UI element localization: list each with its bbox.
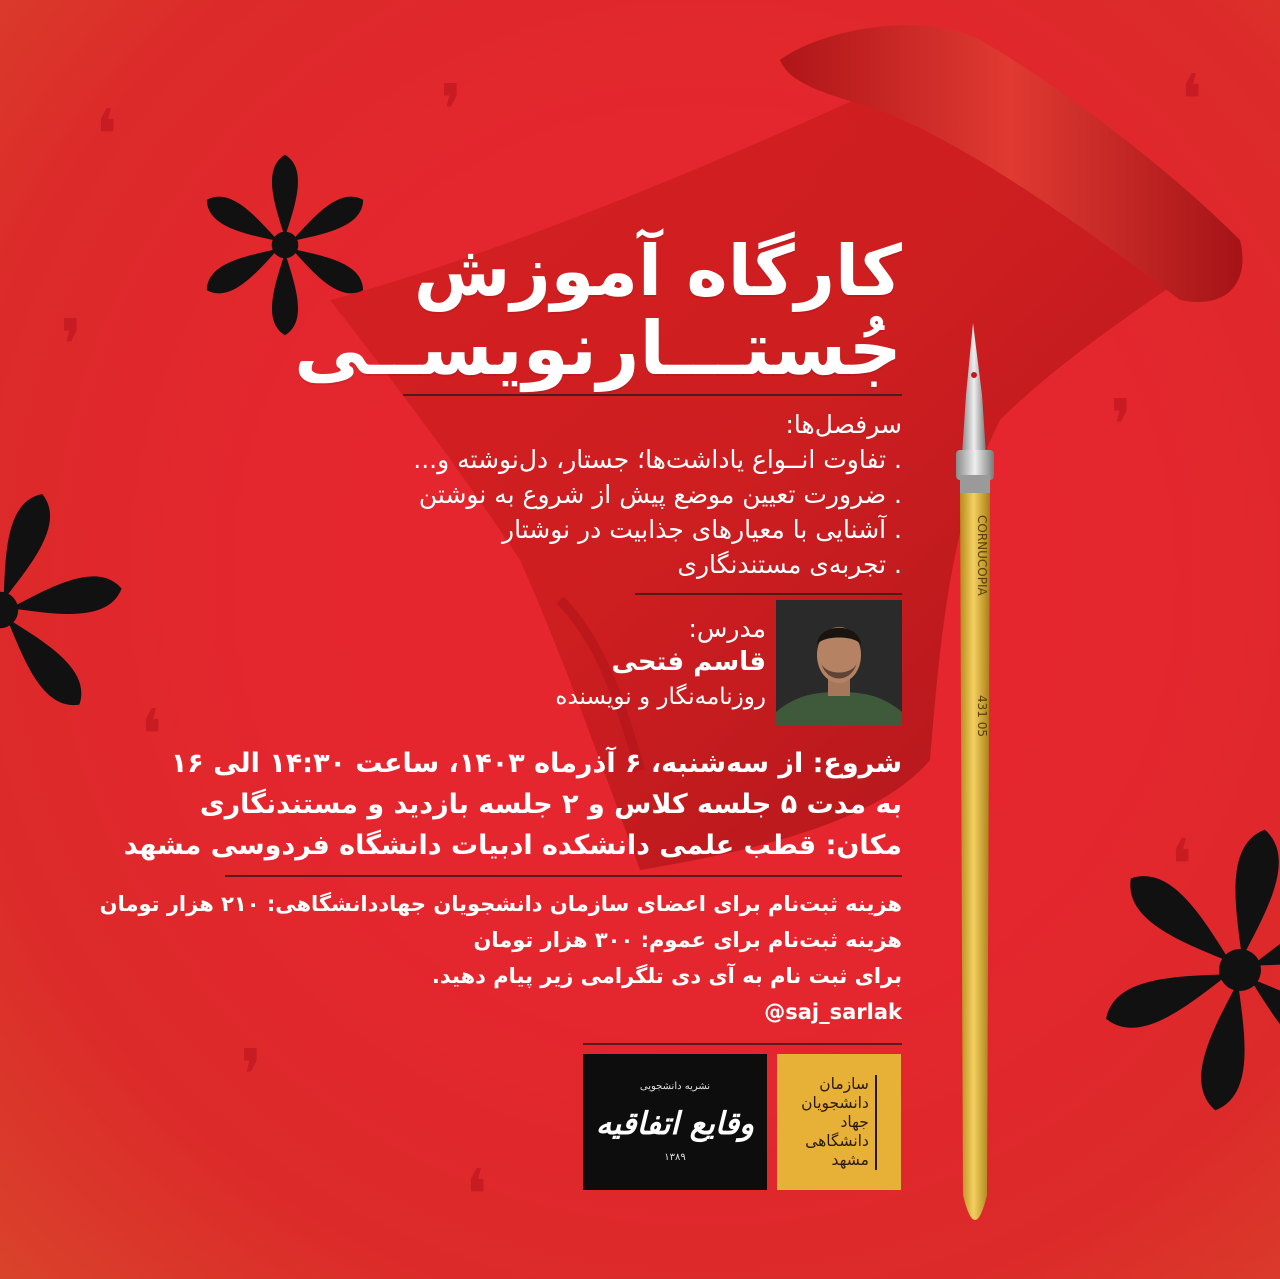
- instructor-name: قاسم فتحی: [611, 647, 766, 677]
- registration-instruction: برای ثبت نام به آی دی تلگرامی زیر پیام دهید.: [431, 964, 902, 988]
- schedule-location: مکان: قطب علمی دانشکده ادبیات دانشگاه فردوسی مشهد: [123, 830, 902, 861]
- org-line: مشهد: [831, 1150, 869, 1169]
- vaghaye-logo: [583, 1054, 767, 1190]
- topic-item: . تجربه‌ی مستندنگاری: [677, 550, 902, 579]
- topic-item: . تفاوت انــواع یاداشت‌ها؛ جستار، دل‌نوشته و...: [413, 445, 902, 474]
- fee-public: هزینه ثبت‌نام برای عموم: ۳۰۰ هزار تومان: [473, 928, 902, 952]
- title-line-1: کارگاه آموزش: [413, 230, 902, 312]
- red-quote-icon: ❛: [1170, 824, 1193, 906]
- red-quote-icon: ❜: [60, 304, 83, 386]
- registration-section: [100, 886, 902, 1030]
- topic-item: . ضرورت تعیین موضع پیش از شروع به نوشتن: [418, 480, 902, 509]
- schedule-duration: به مدت ۵ جلسه کلاس و ۲ جلسه بازدید و مستندنگاری: [199, 789, 902, 820]
- red-quote-icon: ❛: [95, 94, 118, 176]
- instructor-label: مدرس:: [688, 614, 766, 643]
- org-line: سازمان: [819, 1074, 869, 1093]
- org-line: جهاد: [840, 1112, 869, 1131]
- org-line: دانشگاهی: [805, 1131, 869, 1150]
- topics-section: [413, 407, 902, 582]
- schedule-section: [124, 743, 902, 866]
- pen-brand: CORNUCOPIA: [975, 515, 989, 596]
- topic-item: . آشنایی با معیارهای جذابیت در نوشتار: [502, 515, 902, 544]
- divider: [635, 593, 902, 595]
- pen-code: 431 05: [975, 695, 989, 737]
- divider: [583, 1043, 902, 1045]
- schedule-start: شروع: از سه‌شنبه، ۶ آذرماه ۱۴۰۳، ساعت ۱۴:۳۰ الی ۱۶: [170, 748, 902, 779]
- red-quote-icon: ❛: [465, 1154, 488, 1236]
- student-org-logo-text: [801, 1075, 877, 1170]
- divider: [403, 394, 902, 396]
- red-quote-icon: ❛: [140, 694, 163, 776]
- title-line-2: جُستـــارنویســی: [294, 306, 902, 392]
- fee-members: هزینه ثبت‌نام برای اعضای سازمان دانشجویان جهاددانشگاهی: ۲۱۰ هزار تومان: [99, 892, 902, 916]
- topics-heading: سرفصل‌ها:: [785, 410, 902, 439]
- vaghaye-logo-subtitle: نشریه دانشجویی: [639, 1081, 711, 1092]
- vaghaye-logo-year: ۱۳۸۹: [664, 1152, 686, 1163]
- black-asterisk-icon: [0, 480, 130, 740]
- instructor-info: [555, 614, 766, 714]
- poster-title: [294, 230, 902, 392]
- instructor-role: روزنامه‌نگار و نویسنده: [555, 684, 766, 710]
- org-line: دانشجویان: [801, 1093, 869, 1112]
- student-org-logo: [777, 1054, 901, 1190]
- red-quote-icon: ❜: [440, 69, 463, 151]
- red-quote-icon: ❛: [1180, 59, 1203, 141]
- telegram-handle[interactable]: @saj_sarlak: [764, 1000, 902, 1024]
- fountain-pen-illustration: [940, 315, 1010, 1245]
- red-quote-icon: ❜: [1110, 384, 1133, 466]
- red-quote-icon: ❜: [240, 1034, 263, 1116]
- instructor-photo: [776, 600, 902, 726]
- vaghaye-logo-name: وقایع اتفاقیه: [595, 1106, 755, 1142]
- divider: [225, 875, 902, 877]
